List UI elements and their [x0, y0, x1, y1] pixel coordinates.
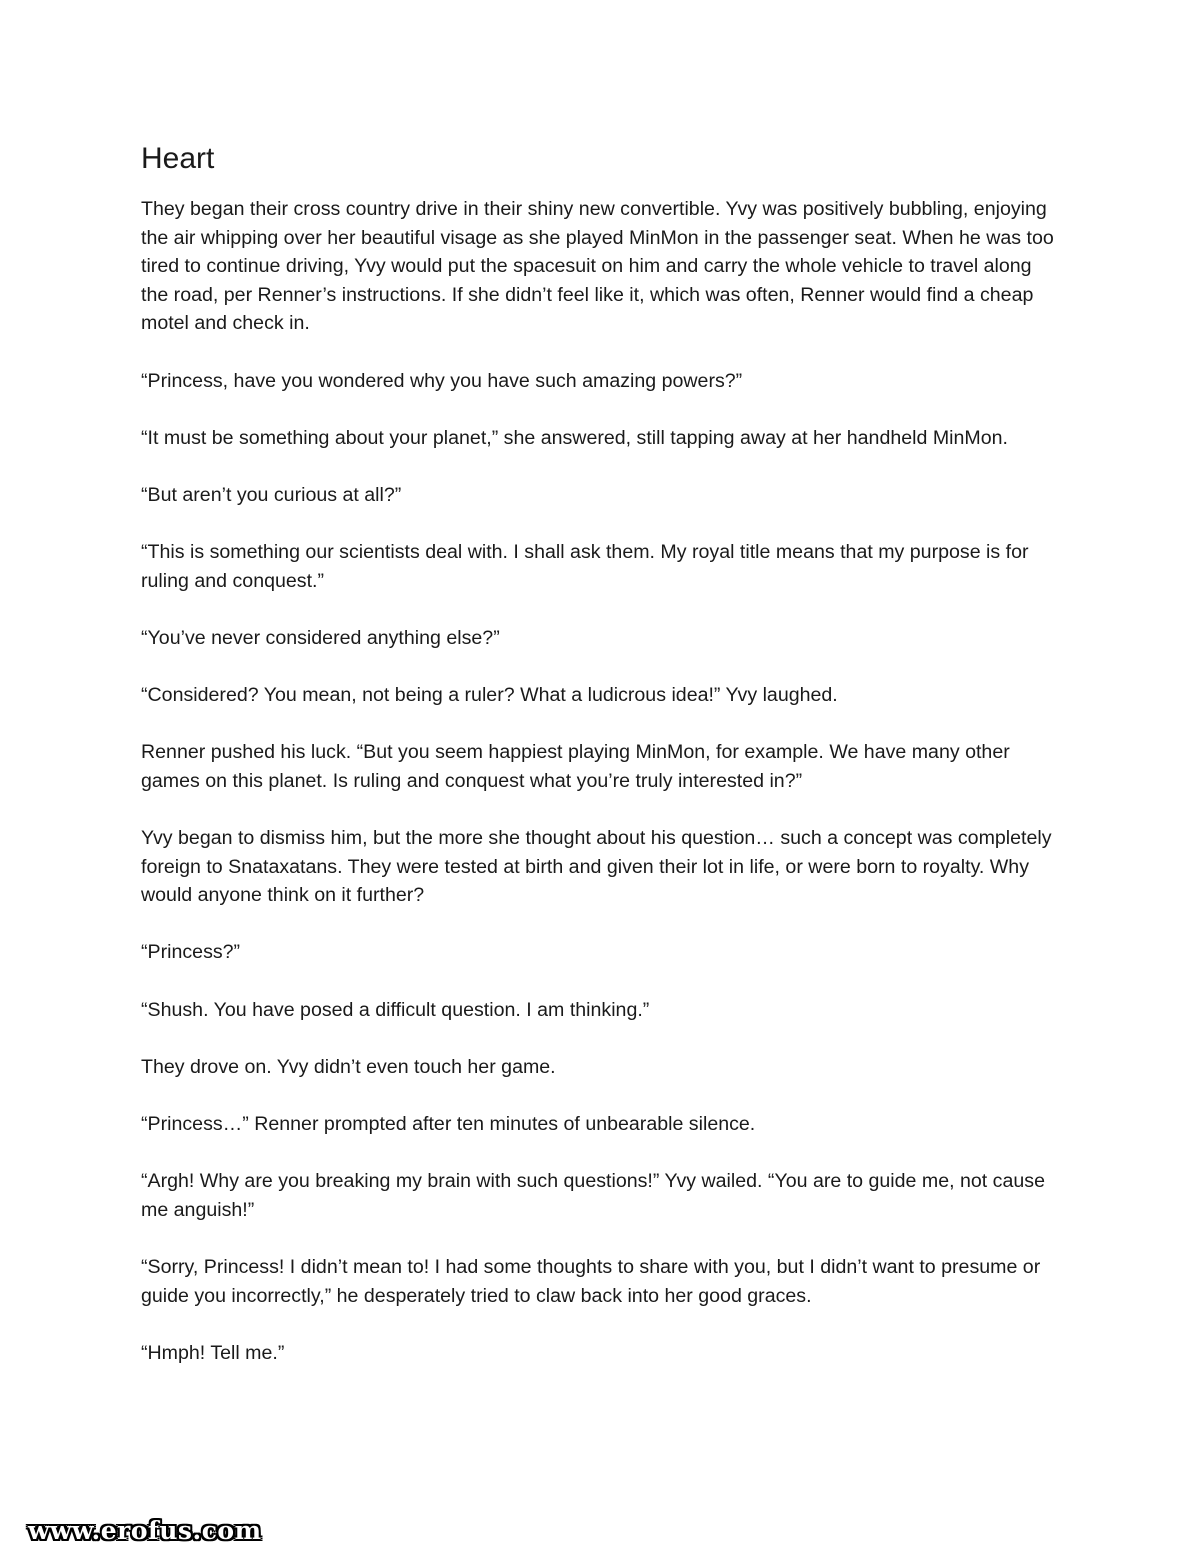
paragraph-8: Renner pushed his luck. “But you seem happiest playing MinMon, for example. We have many other games on this planet. Is ruling and conquest what you’re truly interested in?”: [141, 741, 1010, 792]
paragraph-2: “Princess, have you wondered why you have such amazing powers?”: [141, 369, 743, 392]
paragraph-3: “It must be something about your planet,” she answered, still tapping away at her handheld MinMon.: [141, 426, 1008, 449]
paragraph-16: “Hmph! Tell me.”: [141, 1341, 285, 1364]
paragraph-4: “But aren’t you curious at all?”: [141, 483, 402, 506]
paragraph-5: “This is something our scientists deal with. I shall ask them. My royal title means that my purpose is for ruling and conquest.”: [141, 541, 1029, 592]
paragraph-12: They drove on. Yvy didn’t even touch her game.: [141, 1055, 556, 1078]
watermark-text: www.erofus.com: [28, 1516, 262, 1545]
paragraph-14: “Argh! Why are you breaking my brain with such questions!” Yvy wailed. “You are to guide me, not cause me anguish!”: [141, 1170, 1045, 1221]
page-title: Heart: [141, 142, 215, 175]
paragraph-11: “Shush. You have posed a difficult question. I am thinking.”: [141, 998, 650, 1021]
paragraph-15: “Sorry, Princess! I didn’t mean to! I had some thoughts to share with you, but I didn’t want to presume or guide you incorrectly,” he desperately tried to claw back into her good graces.: [141, 1255, 1041, 1307]
body-text: [141, 195, 1061, 1396]
paragraph-9: Yvy began to dismiss him, but the more she thought about his question… such a concept was completely foreign to Snataxatans. They were tested at birth and given their lot in life, or were born to royalty. Why would anyone think on it further?: [141, 827, 1052, 907]
paragraph-1: They began their cross country drive in their shiny new convertible. Yvy was positively bubbling, enjoying the air whipping over her beautiful visage as she played MinMon in the passenger seat. When he was too tired to continue driving, Yvy would put the spacesuit on him and carry the whole vehicle to travel along the road, per Renner’s instructions. If she didn’t feel like it, which was often, Renner would find a cheap motel and check in.: [141, 198, 1054, 335]
paragraph-13: “Princess…” Renner prompted after ten minutes of unbearable silence.: [141, 1113, 756, 1135]
paragraph-10: “Princess?”: [141, 941, 241, 964]
paragraph-7: “Considered? You mean, not being a ruler? What a ludicrous idea!” Yvy laughed.: [141, 684, 838, 707]
paragraph-6: “You’ve never considered anything else?”: [141, 626, 500, 649]
